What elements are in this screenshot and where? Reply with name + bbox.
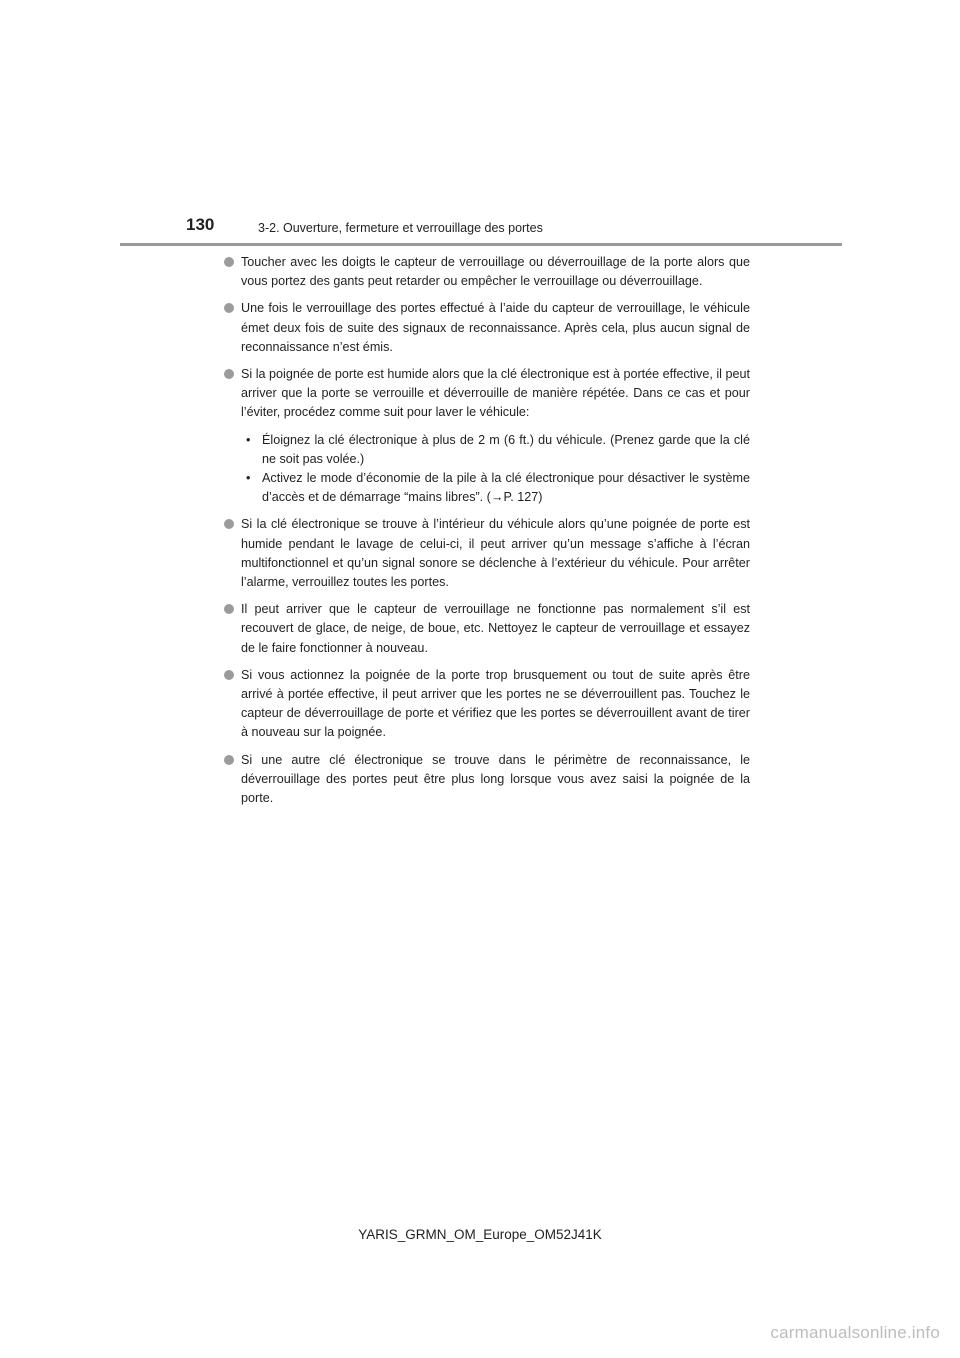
- sub-item-text: Éloignez la clé électronique à plus de 2 m (6 ft.) du véhicule. (Prenez garde que la clé ne soit pas volée.): [262, 432, 750, 466]
- bullet-text: Si une autre clé électronique se trouve dans le périmètre de reconnaissance, le déverrouillage des portes peut être plus long lorsque vous avez saisi la poignée de la porte.: [241, 752, 750, 806]
- bullet-icon: [224, 519, 234, 529]
- header-rule: [120, 243, 842, 246]
- document-code: YARIS_GRMN_OM_Europe_OM52J41K: [358, 1227, 602, 1242]
- bullet-icon: [224, 604, 234, 614]
- bullet-item: [224, 666, 750, 743]
- bullet-item: [224, 515, 750, 592]
- bullet-icon: [224, 257, 234, 267]
- sub-list: [241, 431, 750, 508]
- bullet-text: Toucher avec les doigts le capteur de verrouillage ou déverrouillage de la porte alors que vous portez des gants peut retarder ou empêcher le verrouillage ou déverrouillage.: [241, 255, 750, 289]
- watermark: carmanualsonline.info: [770, 1323, 940, 1342]
- sub-list-item: [241, 469, 750, 507]
- bullet-text: Si la poignée de porte est humide alors que la clé électronique est à portée effective, il peut arriver que la porte se verrouille et déverrouille de manière répétée. Dans ce cas et pour l’éviter, procédez comme suit pour laver le véhicule:: [241, 367, 750, 420]
- content: [224, 253, 750, 816]
- bullet-item: [224, 253, 750, 291]
- bullet-text: Il peut arriver que le capteur de verrouillage ne fonctionne pas normalement s’il est recouvert de glace, de neige, de boue, etc. Nettoyez le capteur de verrouillage et essayez de le faire fonctionner à nouveau.: [241, 602, 750, 655]
- bullet-item: [224, 751, 750, 809]
- bullet-item: [224, 600, 750, 658]
- sub-item-text: Activez le mode d’économie de la pile à la clé électronique pour désactiver le système d’accès et de démarrage “mains libres”. (→P. 127): [262, 471, 750, 505]
- bullet-text: Si la clé électronique se trouve à l’intérieur du véhicule alors qu’une poignée de porte est humide pendant le lavage de celui-ci, il peut arriver qu’un message s’affiche à l’écran multifonctionnel et qu’un signal sonore se déclenche à l’extérieur du véhicule. Pour arrêter l’alarme, verrouillez toutes les portes.: [241, 517, 750, 590]
- sub-item-mark: •: [246, 471, 251, 486]
- bullet-icon: [224, 303, 234, 313]
- page-number: 130: [186, 215, 215, 234]
- bullet-icon: [224, 755, 234, 765]
- bullet-icon: [224, 670, 234, 680]
- bullet-item: [224, 365, 750, 507]
- bullet-text: Une fois le verrouillage des portes effectué à l’aide du capteur de verrouillage, le véhicule émet deux fois de suite des signaux de reconnaissance. Après cela, plus aucun signal de reconnaissance n’est émis.: [241, 301, 750, 354]
- bullet-icon: [224, 369, 234, 379]
- sub-list-item: [241, 431, 750, 469]
- section-title: 3-2. Ouverture, fermeture et verrouillage des portes: [258, 221, 543, 235]
- bullet-item: [224, 299, 750, 357]
- bullet-text: Si vous actionnez la poignée de la porte trop brusquement ou tout de suite après être arrivé à portée effective, il peut arriver que les portes ne se déverrouillent pas. Touchez le capteur de déverrouillage de porte et vérifiez que les portes se déverrouillent avant de tirer à nouveau sur la poignée.: [241, 667, 750, 740]
- sub-item-mark: •: [246, 432, 251, 447]
